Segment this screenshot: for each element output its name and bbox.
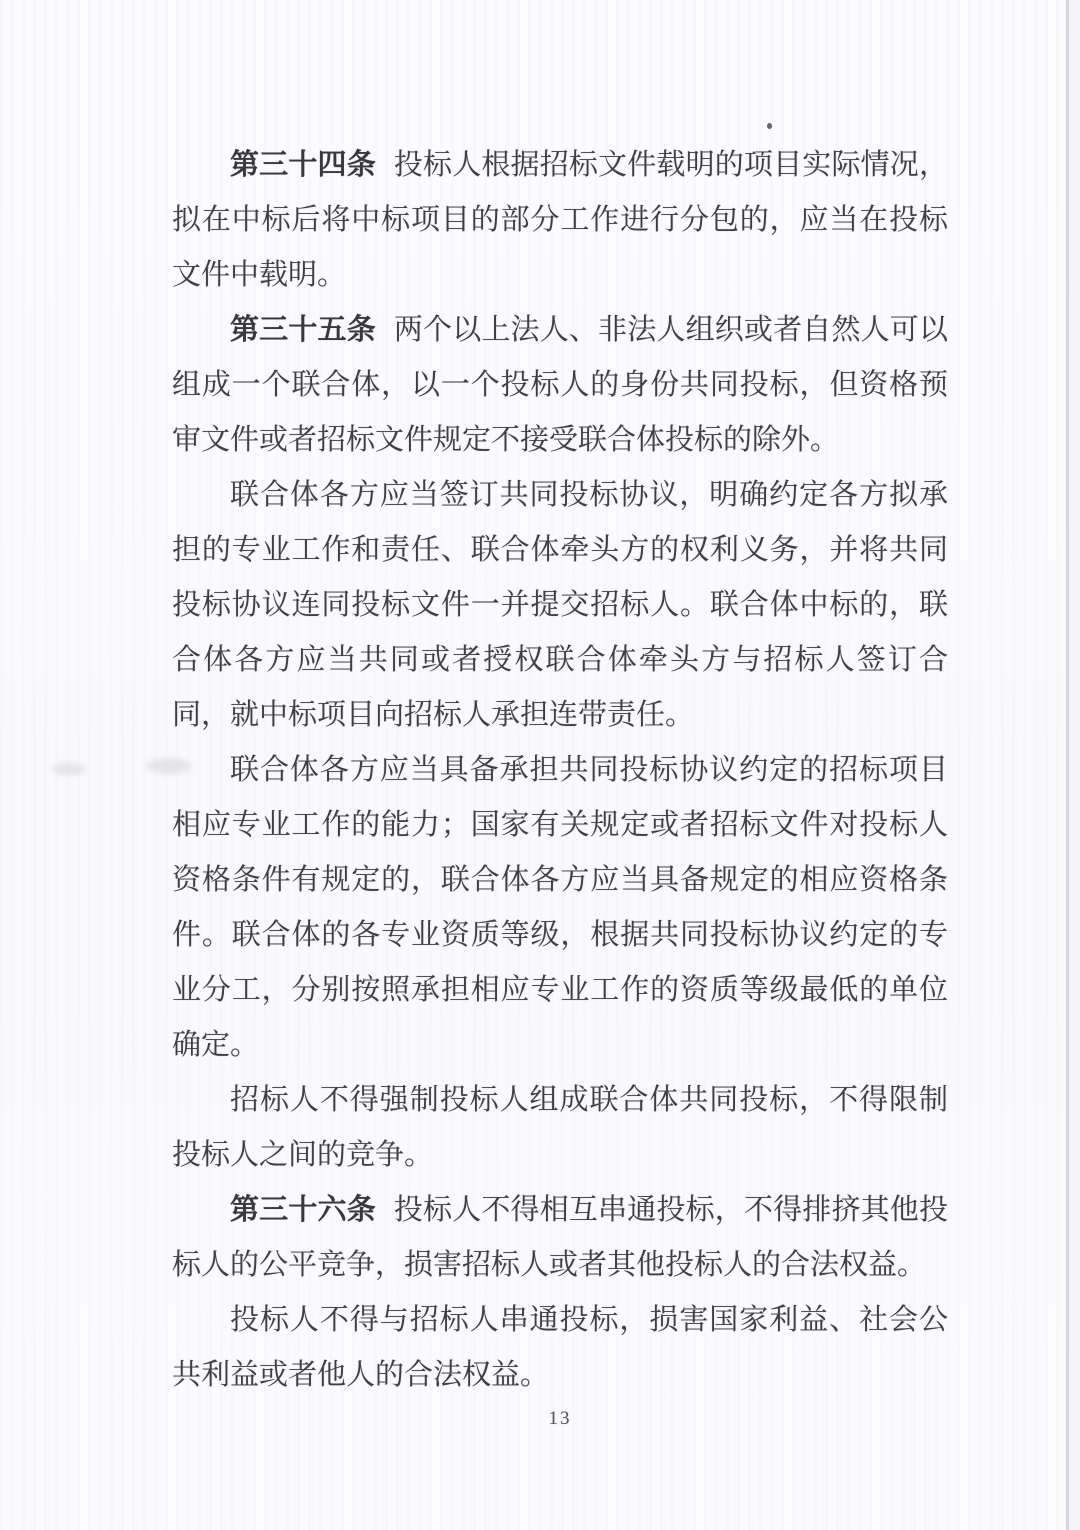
paragraph-article-36 bbox=[172, 1183, 948, 1293]
paragraph-text: 投标人不得与招标人串通投标，损害国家利益、社会公共利益或者他人的合法权益。 bbox=[172, 1304, 948, 1391]
paragraph-text: 招标人不得强制投标人组成联合体共同投标，不得限制投标人之间的竞争。 bbox=[172, 1084, 948, 1171]
paragraph-article-34 bbox=[172, 138, 948, 303]
paragraph-text: 两个以上法人、非法人组织或者自然人可以组成一个联合体，以一个投标人的身份共同投标，但资格预审文件或者招标文件规定不接受联合体投标的除外。 bbox=[172, 314, 948, 456]
article-number: 第三十五条 bbox=[230, 314, 376, 346]
document-body bbox=[172, 138, 948, 1403]
paragraph-text: 投标人根据招标文件载明的项目实际情况，拟在中标后将中标项目的部分工作进行分包的，应当在投标文件中载明。 bbox=[172, 149, 948, 291]
paragraph-article-35 bbox=[172, 303, 948, 468]
scan-smudge-artifact bbox=[52, 763, 86, 775]
paragraph-text: 联合体各方应当具备承担共同投标协议约定的招标项目相应专业工作的能力；国家有关规定或者招标文件对投标人资格条件有规定的，联合体各方应当具备规定的相应资格条件。联合体的各专业资质等级，根据共同投标协议约定的专业分工，分别按照承担相应专业工作的资质等级最低的单位确定。 bbox=[172, 754, 948, 1061]
paragraph-no-collusion bbox=[172, 1293, 948, 1403]
paragraph-consortium-qualification bbox=[172, 743, 948, 1073]
paragraph-text: 联合体各方应当签订共同投标协议，明确约定各方拟承担的专业工作和责任、联合体牵头方的权利义务，并将共同投标协议连同投标文件一并提交招标人。联合体中标的，联合体各方应当共同或者授权联合体牵头方与招标人签订合同，就中标项目向招标人承担连带责任。 bbox=[172, 479, 948, 731]
paragraph-consortium-agreement bbox=[172, 468, 948, 743]
paragraph-text: 投标人不得相互串通投标，不得排挤其他投标人的公平竞争，损害招标人或者其他投标人的合法权益。 bbox=[172, 1194, 948, 1281]
scan-speck-artifact bbox=[767, 123, 772, 129]
article-number: 第三十四条 bbox=[230, 149, 376, 181]
paragraph-no-forced-consortium bbox=[172, 1073, 948, 1183]
page-number: 13 bbox=[548, 1408, 572, 1429]
page-edge-band bbox=[1069, 0, 1080, 1530]
article-number: 第三十六条 bbox=[230, 1194, 376, 1226]
